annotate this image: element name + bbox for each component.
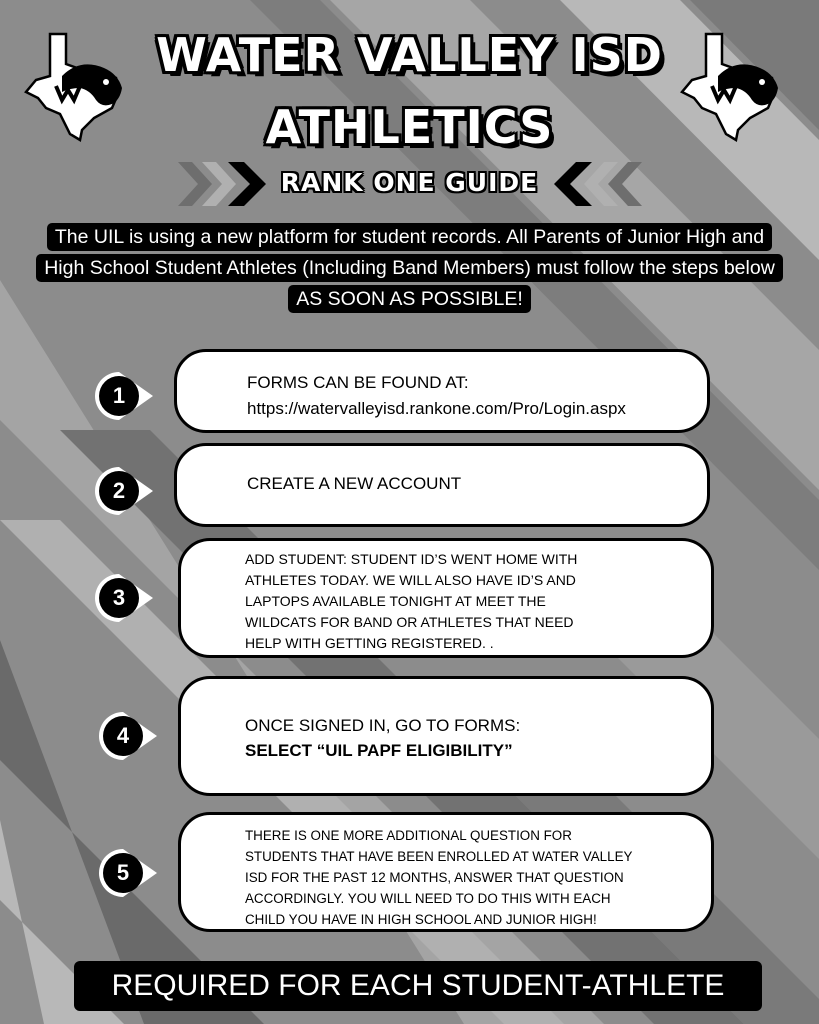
intro-line-3: AS SOON AS POSSIBLE! <box>288 285 531 313</box>
step-5-line-2: STUDENTS THAT HAVE BEEN ENROLLED AT WATER VALLEY <box>245 849 633 864</box>
step-box-5 <box>178 812 714 932</box>
intro-notice <box>4 222 815 315</box>
step-2-text: CREATE A NEW ACCOUNT <box>247 474 462 493</box>
title-line-1: WATER VALLEY ISD <box>156 28 663 82</box>
step-4-line-1: ONCE SIGNED IN, GO TO FORMS: <box>245 716 521 735</box>
step-number-3: 3 <box>112 585 126 610</box>
title-line-2: ATHLETICS <box>265 100 554 154</box>
step-number-2: 2 <box>112 478 126 503</box>
step-1-text <box>247 370 626 422</box>
step-5-line-1: THERE IS ONE MORE ADDITIONAL QUESTION FOR <box>245 828 572 843</box>
step-number-1: 1 <box>112 383 126 408</box>
subtitle: RANK ONE GUIDE <box>280 168 539 197</box>
step-3-line-5: HELP WITH GETTING REGISTERED. . <box>245 635 494 651</box>
chevron-left-icon <box>546 158 642 210</box>
step-1-line-1: FORMS CAN BE FOUND AT: <box>247 373 469 392</box>
step-box-3 <box>178 538 714 658</box>
intro-line-1: The UIL is using a new platform for student records. All Parents of Junior High and <box>47 223 772 251</box>
step-5-text <box>245 825 705 930</box>
step-box-2 <box>174 443 710 527</box>
step-5-line-4: ACCORDINGLY. YOU WILL NEED TO DO THIS WITH EACH <box>245 891 611 906</box>
intro-line-2: High School Student Athletes (Including Band Members) must follow the steps below <box>36 254 783 282</box>
step-3-text <box>245 549 625 654</box>
step-3-line-4: WILDCATS FOR BAND OR ATHLETES THAT NEED <box>245 614 574 630</box>
step-4-text <box>245 713 520 763</box>
footer-banner: REQUIRED FOR EACH STUDENT-ATHLETE <box>74 961 762 1011</box>
step-5-line-5: CHILD YOU HAVE IN HIGH SCHOOL AND JUNIOR HIGH! <box>245 912 597 927</box>
step-1-url-link[interactable]: https://watervalleyisd.rankone.com/Pro/Login.aspx <box>247 399 626 418</box>
step-number-4: 4 <box>116 723 130 748</box>
step-3-line-1: ADD STUDENT: STUDENT ID’S WENT HOME WITH <box>245 551 578 567</box>
step-3-line-2: ATHLETES TODAY. WE WILL ALSO HAVE ID’S AND <box>245 572 576 588</box>
step-4-line-2: SELECT “UIL PAPF ELIGIBILITY” <box>245 741 513 760</box>
step-5-line-3: ISD FOR THE PAST 12 MONTHS, ANSWER THAT QUESTION <box>245 870 624 885</box>
step-3-line-3: LAPTOPS AVAILABLE TONIGHT AT MEET THE <box>245 593 546 609</box>
step-number-5: 5 <box>116 860 130 885</box>
step-box-4 <box>178 676 714 796</box>
step-box-1 <box>174 349 710 433</box>
